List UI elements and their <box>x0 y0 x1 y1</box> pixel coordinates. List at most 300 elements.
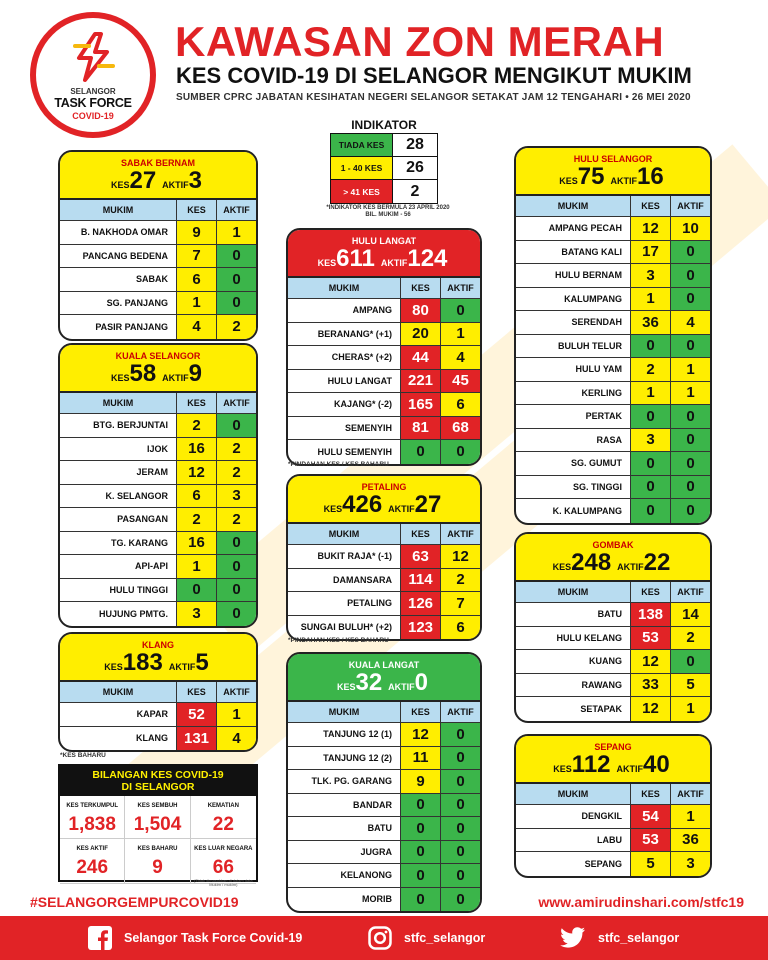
mukim-name: PASIR PANJANG <box>95 321 168 332</box>
column-header-aktif: AKTIF <box>440 702 480 722</box>
hashtag: #SELANGORGEMPURCOVID19 <box>30 894 239 910</box>
table-row <box>60 268 256 292</box>
summary-cell <box>60 839 125 884</box>
column-header-mukim: MUKIM <box>102 398 134 408</box>
summary-value: 22 <box>212 814 234 835</box>
district-stats <box>516 163 710 195</box>
summary-title <box>60 766 256 796</box>
mukim-kes: 36 <box>630 311 670 334</box>
mukim-kes: 0 <box>400 817 440 840</box>
mukim-aktif: 1 <box>216 221 256 244</box>
district-aktif-total: 40 <box>643 751 670 778</box>
table-row <box>60 221 256 245</box>
column-header-mukim: MUKIM <box>102 687 134 697</box>
district-stats <box>60 360 256 392</box>
mukim-name: SETAPAK <box>580 703 622 714</box>
summary-label: KES BAHARU <box>137 846 178 852</box>
column-header-aktif: AKTIF <box>670 582 710 602</box>
mukim-aktif: 2 <box>216 508 256 531</box>
district-card-hulu-selangor <box>514 146 712 525</box>
mukim-name: AMPANG PECAH <box>548 223 622 234</box>
table-row <box>60 579 256 603</box>
mukim-name: KAPAR <box>136 709 168 720</box>
task-force-logo <box>30 12 156 138</box>
mukim-kes: 6 <box>176 268 216 291</box>
district-stats <box>516 751 710 783</box>
mukim-name: KAJANG* (-2) <box>333 399 392 410</box>
table-row <box>60 532 256 556</box>
summary-value: 9 <box>152 857 163 878</box>
mukim-name: SABAK <box>135 274 168 285</box>
column-header-kes: KES <box>400 278 440 298</box>
instagram-icon <box>368 926 392 950</box>
mukim-aktif: 1 <box>670 697 710 721</box>
summary-value: 1,838 <box>68 814 116 835</box>
mukim-aktif: 1 <box>440 323 480 346</box>
mukim-name: JERAM <box>136 467 168 478</box>
instagram-link[interactable] <box>368 926 485 950</box>
mukim-kes: 44 <box>400 346 440 369</box>
mukim-aktif: 0 <box>440 864 480 887</box>
table-row <box>288 393 480 417</box>
district-stats <box>60 167 256 199</box>
mukim-name: SERENDAH <box>571 317 622 328</box>
district-stats <box>60 649 256 681</box>
mukim-kes: 114 <box>400 569 440 592</box>
table-row <box>288 370 480 394</box>
aktif-label: AKTIF <box>617 562 644 572</box>
mukim-aktif: 0 <box>440 299 480 322</box>
mukim-kes: 221 <box>400 370 440 393</box>
mukim-aktif: 0 <box>440 723 480 746</box>
mukim-aktif: 0 <box>216 414 256 437</box>
mukim-kes: 16 <box>176 438 216 461</box>
column-header-kes: KES <box>400 524 440 544</box>
mukim-aktif: 0 <box>670 405 710 428</box>
table-row <box>288 299 480 323</box>
kes-label: KES <box>104 662 123 672</box>
district-aktif-total: 5 <box>195 649 209 676</box>
table-row <box>516 674 710 698</box>
summary-label: KES SEMBUH <box>137 803 178 809</box>
district-header <box>60 152 256 200</box>
kes-label: KES <box>553 764 572 774</box>
table-row <box>516 805 710 829</box>
website-link[interactable]: www.amirudinshari.com/stfc19 <box>538 894 744 910</box>
mukim-aktif: 4 <box>440 346 480 369</box>
table-row <box>60 292 256 316</box>
table-row <box>288 323 480 347</box>
mukim-name: PANCANG BEDENA <box>82 250 168 261</box>
mukim-name: K. KALUMPANG <box>552 505 622 516</box>
mukim-name: HULU YAM <box>575 364 622 375</box>
table-row <box>288 794 480 818</box>
mukim-kes: 53 <box>630 627 670 650</box>
table-row <box>516 697 710 721</box>
mukim-kes: 0 <box>630 405 670 428</box>
indicator-title: INDIKATOR <box>351 118 417 132</box>
mukim-aktif: 2 <box>216 438 256 461</box>
table-row <box>516 650 710 674</box>
district-header <box>60 634 256 682</box>
district-name: SABAK BERNAM <box>121 158 195 168</box>
indicator-note-date: *INDIKATOR KES BERMULA 23 APRIL 2020 <box>326 205 450 211</box>
mukim-aktif: 0 <box>440 440 480 464</box>
mukim-aktif: 6 <box>440 616 480 640</box>
mukim-name: API-API <box>134 561 168 572</box>
mukim-name: BULUH TELUR <box>558 340 622 351</box>
mukim-name: TG. KARANG <box>111 537 168 548</box>
summary-label: KES TERKUMPUL <box>66 803 118 809</box>
footnote-petaling: *PINDAHAN KES / KES BAHARU <box>288 637 389 644</box>
table-row <box>288 817 480 841</box>
table-row <box>60 727 256 751</box>
aktif-label: AKTIF <box>162 180 189 190</box>
aktif-label: AKTIF <box>388 682 415 692</box>
mukim-aktif: 0 <box>440 841 480 864</box>
mukim-kes: 20 <box>400 323 440 346</box>
mukim-aktif: 0 <box>670 241 710 264</box>
district-name: HULU SELANGOR <box>573 154 653 164</box>
mukim-kes: 0 <box>630 335 670 358</box>
column-header-mukim: MUKIM <box>557 789 589 799</box>
table-row <box>60 485 256 509</box>
mukim-aktif: 0 <box>216 292 256 315</box>
column-header-kes: KES <box>176 393 216 413</box>
table-header <box>60 393 256 414</box>
mukim-aktif: 0 <box>670 499 710 523</box>
mukim-kes: 52 <box>176 703 216 726</box>
district-header <box>288 230 480 278</box>
district-kes-total: 112 <box>571 751 611 778</box>
mukim-name: TANJUNG 12 (2) <box>323 752 392 763</box>
district-kes-total: 426 <box>342 491 383 518</box>
mukim-kes: 131 <box>176 727 216 751</box>
summary-value: 1,504 <box>133 814 182 835</box>
table-row <box>288 417 480 441</box>
summary-cell <box>125 796 190 839</box>
district-card-kuala-selangor <box>58 343 258 628</box>
indicator-label: > 41 KES <box>331 180 393 203</box>
mukim-name: RASA <box>596 434 622 445</box>
table-row <box>60 438 256 462</box>
mukim-name: AMPANG <box>352 305 392 316</box>
mukim-name: TLK. PG. GARANG <box>311 776 392 787</box>
table-row <box>288 770 480 794</box>
mukim-kes: 0 <box>400 864 440 887</box>
mukim-kes: 123 <box>400 616 440 640</box>
district-header <box>516 736 710 784</box>
mukim-name: HULU KELANG <box>556 632 622 643</box>
column-header-mukim: MUKIM <box>328 707 360 717</box>
mukim-name: IJOK <box>146 443 168 454</box>
mukim-kes: 165 <box>400 393 440 416</box>
aktif-label: AKTIF <box>388 504 415 514</box>
mukim-name: HUJUNG PMTG. <box>98 608 168 619</box>
indicator-row-none <box>331 134 437 157</box>
table-row <box>60 414 256 438</box>
mukim-aktif: 6 <box>440 393 480 416</box>
column-header-kes: KES <box>176 200 216 220</box>
mukim-kes: 4 <box>176 315 216 339</box>
table-row <box>288 723 480 747</box>
mukim-aktif: 0 <box>440 888 480 912</box>
mukim-kes: 9 <box>400 770 440 793</box>
mukim-kes: 2 <box>630 358 670 381</box>
mukim-name: LABU <box>597 834 622 845</box>
mukim-kes: 16 <box>176 532 216 555</box>
district-card-kuala-langat <box>286 652 482 913</box>
district-card-gombak <box>514 532 712 723</box>
mukim-kes: 138 <box>630 603 670 626</box>
mukim-kes: 0 <box>400 794 440 817</box>
table-row <box>288 346 480 370</box>
table-header <box>288 278 480 299</box>
mukim-kes: 0 <box>630 499 670 523</box>
mukim-name: BATANG KALI <box>561 246 622 257</box>
mukim-name: B. NAKHODA OMAR <box>80 227 168 238</box>
table-row <box>516 452 710 476</box>
mukim-kes: 12 <box>630 697 670 721</box>
mukim-kes: 5 <box>630 852 670 876</box>
mukim-aktif: 2 <box>670 627 710 650</box>
twitter-label: stfc_selangor <box>598 931 680 945</box>
mukim-aktif: 45 <box>440 370 480 393</box>
mukim-name: KALUMPANG <box>564 293 622 304</box>
summary-cell <box>60 796 125 839</box>
district-card-sabak-bernam <box>58 150 258 341</box>
mukim-name: HULU TINGGI <box>109 584 168 595</box>
table-row <box>60 555 256 579</box>
summary-label: KEMATIAN <box>207 803 239 809</box>
mukim-name: JUGRA <box>360 846 392 857</box>
mukim-aktif: 0 <box>440 770 480 793</box>
table-row <box>516 405 710 429</box>
district-name: SEPANG <box>594 742 632 752</box>
mukim-kes: 3 <box>630 264 670 287</box>
mukim-name: PETALING <box>347 598 392 609</box>
district-name: PETALING <box>361 482 407 492</box>
district-card-sepang <box>514 734 712 878</box>
page-title: KAWASAN ZON MERAH <box>175 18 665 65</box>
mukim-name: SEPANG <box>584 858 622 869</box>
footnote-klang: *KES BAHARU <box>60 752 106 759</box>
mukim-aktif: 0 <box>440 747 480 770</box>
mukim-aktif: 0 <box>670 335 710 358</box>
table-row <box>516 288 710 312</box>
district-kes-total: 27 <box>129 167 157 194</box>
mukim-kes: 0 <box>400 841 440 864</box>
aktif-label: AKTIF <box>616 764 644 774</box>
summary-title-line1: BILANGAN KES COVID-19 <box>92 769 224 781</box>
district-aktif-total: 27 <box>414 491 442 518</box>
district-aktif-total: 124 <box>407 245 448 272</box>
mukim-name: BATU <box>597 609 622 620</box>
table-header <box>516 196 710 217</box>
table-row <box>516 829 710 853</box>
district-kes-total: 75 <box>577 163 605 190</box>
table-row <box>516 311 710 335</box>
logo-text-sub: COVID-19 <box>72 111 114 121</box>
mukim-kes: 63 <box>400 545 440 568</box>
mukim-aktif: 0 <box>670 288 710 311</box>
table-row <box>516 358 710 382</box>
mukim-kes: 1 <box>630 382 670 405</box>
mukim-aktif: 3 <box>216 485 256 508</box>
mukim-aktif: 0 <box>440 817 480 840</box>
mukim-aktif: 5 <box>670 674 710 697</box>
column-header-kes: KES <box>630 196 670 216</box>
table-row <box>516 499 710 523</box>
district-kes-total: 32 <box>355 669 383 696</box>
summary-value: 246 <box>76 857 109 878</box>
kes-label: KES <box>110 180 130 190</box>
indicator-value: 2 <box>393 180 437 203</box>
column-header-aktif: AKTIF <box>670 196 710 216</box>
district-aktif-total: 0 <box>414 669 429 696</box>
district-stats <box>288 669 480 701</box>
district-name: KLANG <box>142 640 174 650</box>
mukim-name: DAMANSARA <box>333 574 392 585</box>
table-row <box>516 627 710 651</box>
column-header-mukim: MUKIM <box>557 587 589 597</box>
table-row <box>288 592 480 616</box>
mukim-kes: 81 <box>400 417 440 440</box>
summary-cell <box>191 839 256 887</box>
facebook-icon <box>88 926 112 950</box>
summary-label: KES AKTIF <box>76 846 108 852</box>
mukim-aktif: 12 <box>440 545 480 568</box>
mukim-aktif: 1 <box>216 703 256 726</box>
mukim-name: HULU SEMENYIH <box>317 446 392 457</box>
kes-label: KES <box>317 258 337 268</box>
mukim-aktif: 2 <box>216 461 256 484</box>
mukim-kes: 0 <box>400 440 440 464</box>
table-header <box>288 702 480 723</box>
column-header-kes: KES <box>630 582 670 602</box>
table-row <box>516 217 710 241</box>
mukim-aktif: 10 <box>670 217 710 240</box>
summary-label: KES LUAR NEGARA <box>194 846 253 852</box>
district-aktif-total: 22 <box>643 549 671 576</box>
table-header <box>288 524 480 545</box>
mukim-name: PERTAK <box>585 411 622 422</box>
mukim-aktif: 68 <box>440 417 480 440</box>
district-card-petaling <box>286 474 482 641</box>
page-subtitle: KES COVID-19 DI SELANGOR MENGIKUT MUKIM <box>176 63 692 88</box>
district-aktif-total: 16 <box>637 163 664 190</box>
table-row <box>60 703 256 727</box>
mukim-kes: 2 <box>176 414 216 437</box>
table-header <box>60 200 256 221</box>
mukim-aktif: 14 <box>670 603 710 626</box>
mukim-aktif: 0 <box>440 794 480 817</box>
kes-label: KES <box>552 562 572 572</box>
mukim-name: DENGKIL <box>581 811 622 822</box>
summary-footnote: (Tidak dimasukkan di dalam data Mukim / mukim) <box>194 878 253 887</box>
logo-text-main: TASK FORCE <box>54 96 132 110</box>
column-header-aktif: AKTIF <box>440 524 480 544</box>
summary-box <box>58 764 258 887</box>
column-header-aktif: AKTIF <box>216 200 256 220</box>
facebook-link[interactable] <box>88 926 302 950</box>
column-header-mukim: MUKIM <box>328 529 360 539</box>
table-row <box>288 841 480 865</box>
mukim-aktif: 2 <box>440 569 480 592</box>
indicator-label: 1 - 40 KES <box>331 157 393 179</box>
table-row <box>516 382 710 406</box>
mukim-name: KERLING <box>581 387 622 398</box>
mukim-name: SG. TINGGI <box>572 481 622 492</box>
mukim-name: KLANG <box>136 733 168 744</box>
mukim-aktif: 0 <box>216 555 256 578</box>
mukim-kes: 7 <box>176 245 216 268</box>
mukim-kes: 3 <box>630 429 670 452</box>
twitter-link[interactable] <box>560 926 679 950</box>
mukim-kes: 33 <box>630 674 670 697</box>
table-row <box>288 616 480 640</box>
mukim-aktif: 2 <box>216 315 256 339</box>
mukim-name: HULU BERNAM <box>555 270 622 281</box>
mukim-name: MORIB <box>362 894 392 905</box>
mukim-name: HULU LANGAT <box>327 375 392 386</box>
mukim-kes: 2 <box>176 508 216 531</box>
mukim-name: KELANONG <box>340 870 392 881</box>
table-row <box>516 603 710 627</box>
district-header <box>516 148 710 196</box>
summary-value: 66 <box>212 857 234 878</box>
mukim-name: SUNGAI BULUH* (+2) <box>300 622 392 633</box>
mukim-name: BERANANG* (+1) <box>317 328 392 339</box>
column-header-mukim: MUKIM <box>328 283 360 293</box>
district-kes-total: 183 <box>122 649 163 676</box>
table-header <box>60 682 256 703</box>
mukim-aktif: 4 <box>670 311 710 334</box>
district-kes-total: 248 <box>571 549 612 576</box>
mukim-kes: 1 <box>176 292 216 315</box>
mukim-kes: 1 <box>630 288 670 311</box>
indicator-row-high <box>331 180 437 203</box>
mukim-name: BANDAR <box>353 799 392 810</box>
mukim-kes: 0 <box>400 888 440 912</box>
district-stats <box>288 245 480 277</box>
mukim-kes: 126 <box>400 592 440 615</box>
mukim-aktif: 0 <box>670 650 710 673</box>
table-row <box>288 545 480 569</box>
column-header-kes: KES <box>176 682 216 702</box>
mukim-aktif: 36 <box>670 829 710 852</box>
column-header-aktif: AKTIF <box>216 682 256 702</box>
mukim-kes: 0 <box>176 579 216 602</box>
mukim-aktif: 0 <box>670 264 710 287</box>
column-header-kes: KES <box>400 702 440 722</box>
indicator-label: TIADA KES <box>331 134 393 156</box>
summary-grid <box>60 796 256 887</box>
mukim-aktif: 0 <box>216 268 256 291</box>
mukim-name: BATU <box>367 823 392 834</box>
indicator-note <box>318 205 458 219</box>
mukim-aktif: 0 <box>216 245 256 268</box>
mukim-name: SG. GUMUT <box>571 458 622 469</box>
mukim-aktif: 1 <box>670 358 710 381</box>
mukim-name: KUANG <box>589 656 622 667</box>
district-name: KUALA LANGAT <box>348 660 420 670</box>
mukim-kes: 3 <box>176 602 216 626</box>
aktif-label: AKTIF <box>168 662 196 672</box>
district-stats <box>288 491 480 523</box>
mukim-name: BUKIT RAJA* (-1) <box>317 551 392 562</box>
mukim-aktif: 0 <box>670 476 710 499</box>
